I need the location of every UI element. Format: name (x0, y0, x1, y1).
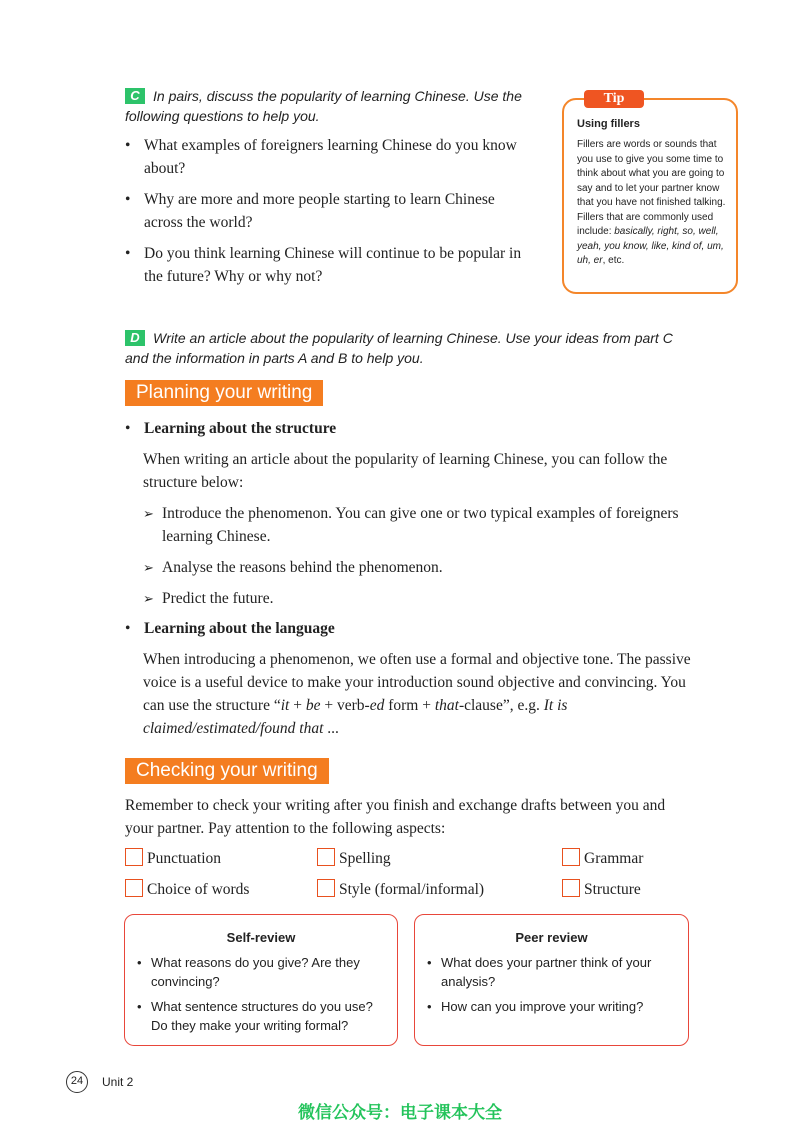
language-heading: • Learning about the language (125, 620, 335, 637)
tip-heading: Using fillers (577, 118, 640, 130)
task-c-questions (125, 134, 535, 296)
checkbox[interactable] (125, 848, 143, 866)
peer-review-box (414, 914, 689, 1046)
tip-body (577, 138, 727, 269)
language-be: be (305, 697, 321, 714)
tip-tab: Tip (584, 90, 644, 108)
language-ellipsis: ... (323, 720, 339, 737)
task-d-text: Write an article about the popularity of learning Chinese. Use your ideas from part C and the information in parts A and B to help you. (125, 330, 673, 366)
planning-section-title: Planning your writing (125, 380, 323, 406)
checklist-label: Choice of words (147, 881, 250, 898)
tip-examples-suffix: , etc. (602, 255, 625, 266)
checklist-item-choice-of-words[interactable] (125, 878, 249, 901)
watermark: 微信公众号：电子课本大全 (298, 1103, 502, 1123)
language-heading-text: Learning about the language (144, 620, 335, 637)
language-example: It is claimed/estimated/found that (143, 697, 568, 737)
self-review-title: Self-review (226, 930, 296, 945)
list-item: • What does your partner think of your analysis? (425, 953, 675, 991)
list-item: • What examples of foreigners learning Chinese do you know about? (125, 134, 535, 180)
checking-intro: Remember to check your writing after you finish and exchange drafts between you and your partner. Pay attention to the following aspects: (125, 797, 666, 837)
structure-heading: • Learning about the structure (125, 420, 337, 437)
checklist-label: Style (formal/informal) (339, 881, 485, 898)
language-plus: + (289, 697, 306, 714)
task-c-label: C (125, 88, 145, 104)
checklist-item-style[interactable] (317, 878, 484, 901)
checklist-item-spelling[interactable] (317, 847, 391, 870)
checklist-label: Punctuation (147, 850, 222, 867)
task-c-instruction (125, 86, 545, 126)
checklist-label: Spelling (339, 850, 391, 867)
checkbox[interactable] (562, 879, 580, 897)
list-item: • What sentence structures do you use? Do they make your writing formal? (135, 997, 385, 1035)
page-number: 24 (66, 1071, 88, 1093)
self-review-box (124, 914, 398, 1046)
structure-steps (143, 502, 683, 618)
checklist-item-punctuation[interactable] (125, 847, 221, 870)
language-that: that (434, 697, 459, 714)
list-item: ➢ Predict the future. (143, 587, 683, 610)
list-item: • What reasons do you give? Are they convincing? (135, 953, 385, 991)
list-item: ➢ Analyse the reasons behind the phenomenon. (143, 556, 683, 579)
structure-intro: When writing an article about the popularity of learning Chinese, you can follow the structure below: (143, 451, 668, 491)
language-text: When introducing a phenomenon, we often use a formal and objective tone. The passive voice is a useful device to make your introduction sound objective and convincing. You can use the structure “ (143, 651, 691, 714)
list-item: • Why are more and more people starting to learn Chinese across the world? (125, 188, 535, 234)
language-verb: + verb- (320, 697, 370, 714)
unit-label: Unit 2 (102, 1075, 134, 1089)
checklist-label: Grammar (584, 850, 644, 867)
checklist-label: Structure (584, 881, 641, 898)
checklist-item-grammar[interactable] (562, 847, 643, 870)
peer-review-title: Peer review (515, 930, 588, 945)
checkbox[interactable] (317, 848, 335, 866)
peer-review-list (425, 953, 675, 1022)
list-item: • How can you improve your writing? (425, 997, 675, 1016)
checklist-item-structure[interactable] (562, 878, 641, 901)
tip-box (562, 98, 738, 294)
structure-heading-text: Learning about the structure (144, 420, 337, 437)
tip-examples: basically, right, so, well, yeah, you know, like, kind of, um, uh, er (577, 226, 724, 266)
list-item: ➢ Introduce the phenomenon. You can give one or two typical examples of foreigners learning Chinese. (143, 502, 683, 548)
checking-section-title: Checking your writing (125, 758, 329, 784)
task-d-label: D (125, 330, 145, 346)
language-clause: -clause”, e.g. (458, 697, 544, 714)
language-ed: ed (369, 697, 385, 714)
language-form: form + (384, 697, 435, 714)
tip-body-text: Fillers are words or sounds that you use to give you some time to think about what you are going to say and to let your partner know that you have not finished talking. Fillers that are commonly used include: (577, 139, 726, 237)
list-item: • Do you think learning Chinese will continue to be popular in the future? Why or why not? (125, 242, 535, 288)
task-c-text: In pairs, discuss the popularity of learning Chinese. Use the following questions to help you. (125, 88, 522, 124)
task-d-instruction (125, 328, 695, 368)
language-paragraph (143, 648, 698, 740)
checkbox[interactable] (317, 879, 335, 897)
language-it: it (280, 697, 290, 714)
self-review-list (135, 953, 385, 1041)
checkbox[interactable] (562, 848, 580, 866)
checkbox[interactable] (125, 879, 143, 897)
